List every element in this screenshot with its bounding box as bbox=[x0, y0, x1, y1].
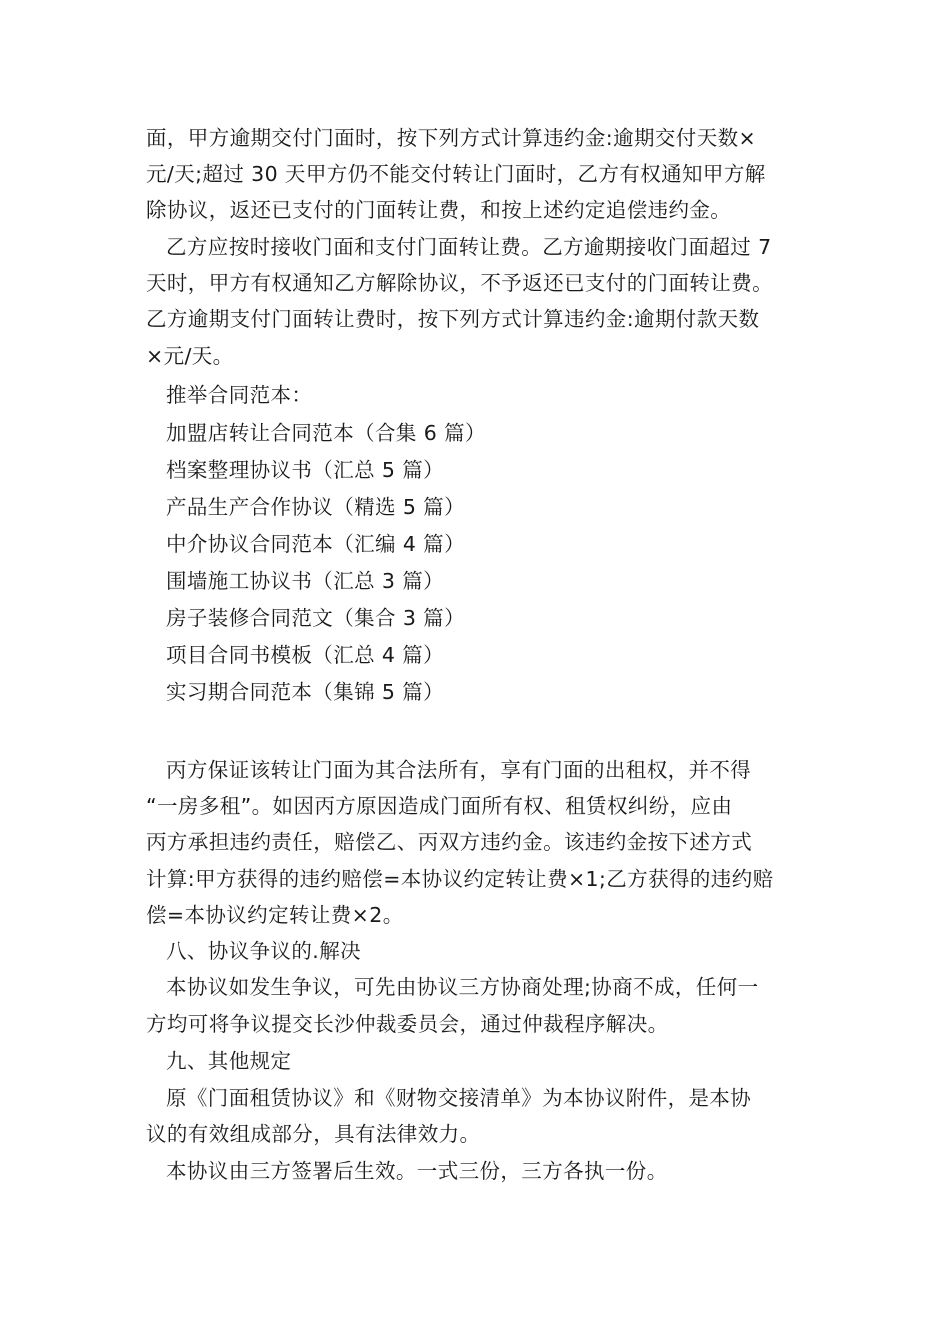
recommend-link[interactable]: 产品生产合作协议（精选 5 篇） bbox=[166, 495, 465, 519]
section-heading: 九、其他规定 bbox=[166, 1049, 292, 1073]
paragraph-line: ×元/天。 bbox=[146, 344, 234, 368]
recommend-link[interactable]: 实习期合同范本（集锦 5 篇） bbox=[166, 680, 445, 704]
recommend-link[interactable]: 房子装修合同范文（集合 3 篇） bbox=[166, 606, 465, 630]
recommend-link[interactable]: 围墙施工协议书（汇总 3 篇） bbox=[166, 569, 445, 593]
paragraph-line: 乙方应按时接收门面和支付门面转让费。乙方逾期接收门面超过 7 bbox=[166, 235, 772, 259]
paragraph-line: 天时，甲方有权通知乙方解除协议，不予返还已支付的门面转让费。 bbox=[146, 271, 773, 295]
recommend-link[interactable]: 中介协议合同范本（汇编 4 篇） bbox=[166, 532, 465, 556]
paragraph-line: 本协议由三方签署后生效。一式三份，三方各执一份。 bbox=[166, 1159, 668, 1183]
paragraph-line: 元/天;超过 30 天甲方仍不能交付转让门面时，乙方有权通知甲方解 bbox=[146, 162, 766, 186]
paragraph-line: 丙方承担违约责任，赔偿乙、丙双方违约金。该违约金按下述方式 bbox=[146, 830, 753, 854]
paragraph-line: 丙方保证该转让门面为其合法所有，享有门面的出租权，并不得 bbox=[166, 758, 752, 782]
recommend-link[interactable]: 档案整理协议书（汇总 5 篇） bbox=[166, 458, 445, 482]
paragraph-line: 本协议如发生争议，可先由协议三方协商处理;协商不成，任何一 bbox=[166, 975, 759, 999]
paragraph-line: 面，甲方逾期交付门面时，按下列方式计算违约金:逾期交付天数× bbox=[146, 126, 757, 150]
section-heading: 八、协议争议的.解决 bbox=[166, 939, 362, 963]
recommend-link[interactable]: 加盟店转让合同范本（合集 6 篇） bbox=[166, 421, 486, 445]
paragraph-line: 偿=本协议约定转让费×2。 bbox=[146, 903, 404, 927]
paragraph-line: “一房多租”。如因丙方原因造成门面所有权、租赁权纠纷，应由 bbox=[146, 794, 733, 818]
paragraph-line: 议的有效组成部分，具有法律效力。 bbox=[146, 1122, 481, 1146]
paragraph-line: 计算:甲方获得的违约赔偿=本协议约定转让费×1;乙方获得的违约赔 bbox=[146, 867, 774, 891]
recommend-heading: 推举合同范本： bbox=[166, 383, 313, 407]
recommend-link[interactable]: 项目合同书模板（汇总 4 篇） bbox=[166, 643, 445, 667]
paragraph-line: 原《门面租赁协议》和《财物交接清单》为本协议附件，是本协 bbox=[166, 1086, 752, 1110]
paragraph-line: 方均可将争议提交长沙仲裁委员会，通过仲裁程序解决。 bbox=[146, 1012, 669, 1036]
paragraph-line: 乙方逾期支付门面转让费时，按下列方式计算违约金:逾期付款天数 bbox=[146, 307, 760, 331]
paragraph-line: 除协议，返还已支付的门面转让费，和按上述约定追偿违约金。 bbox=[146, 198, 732, 222]
